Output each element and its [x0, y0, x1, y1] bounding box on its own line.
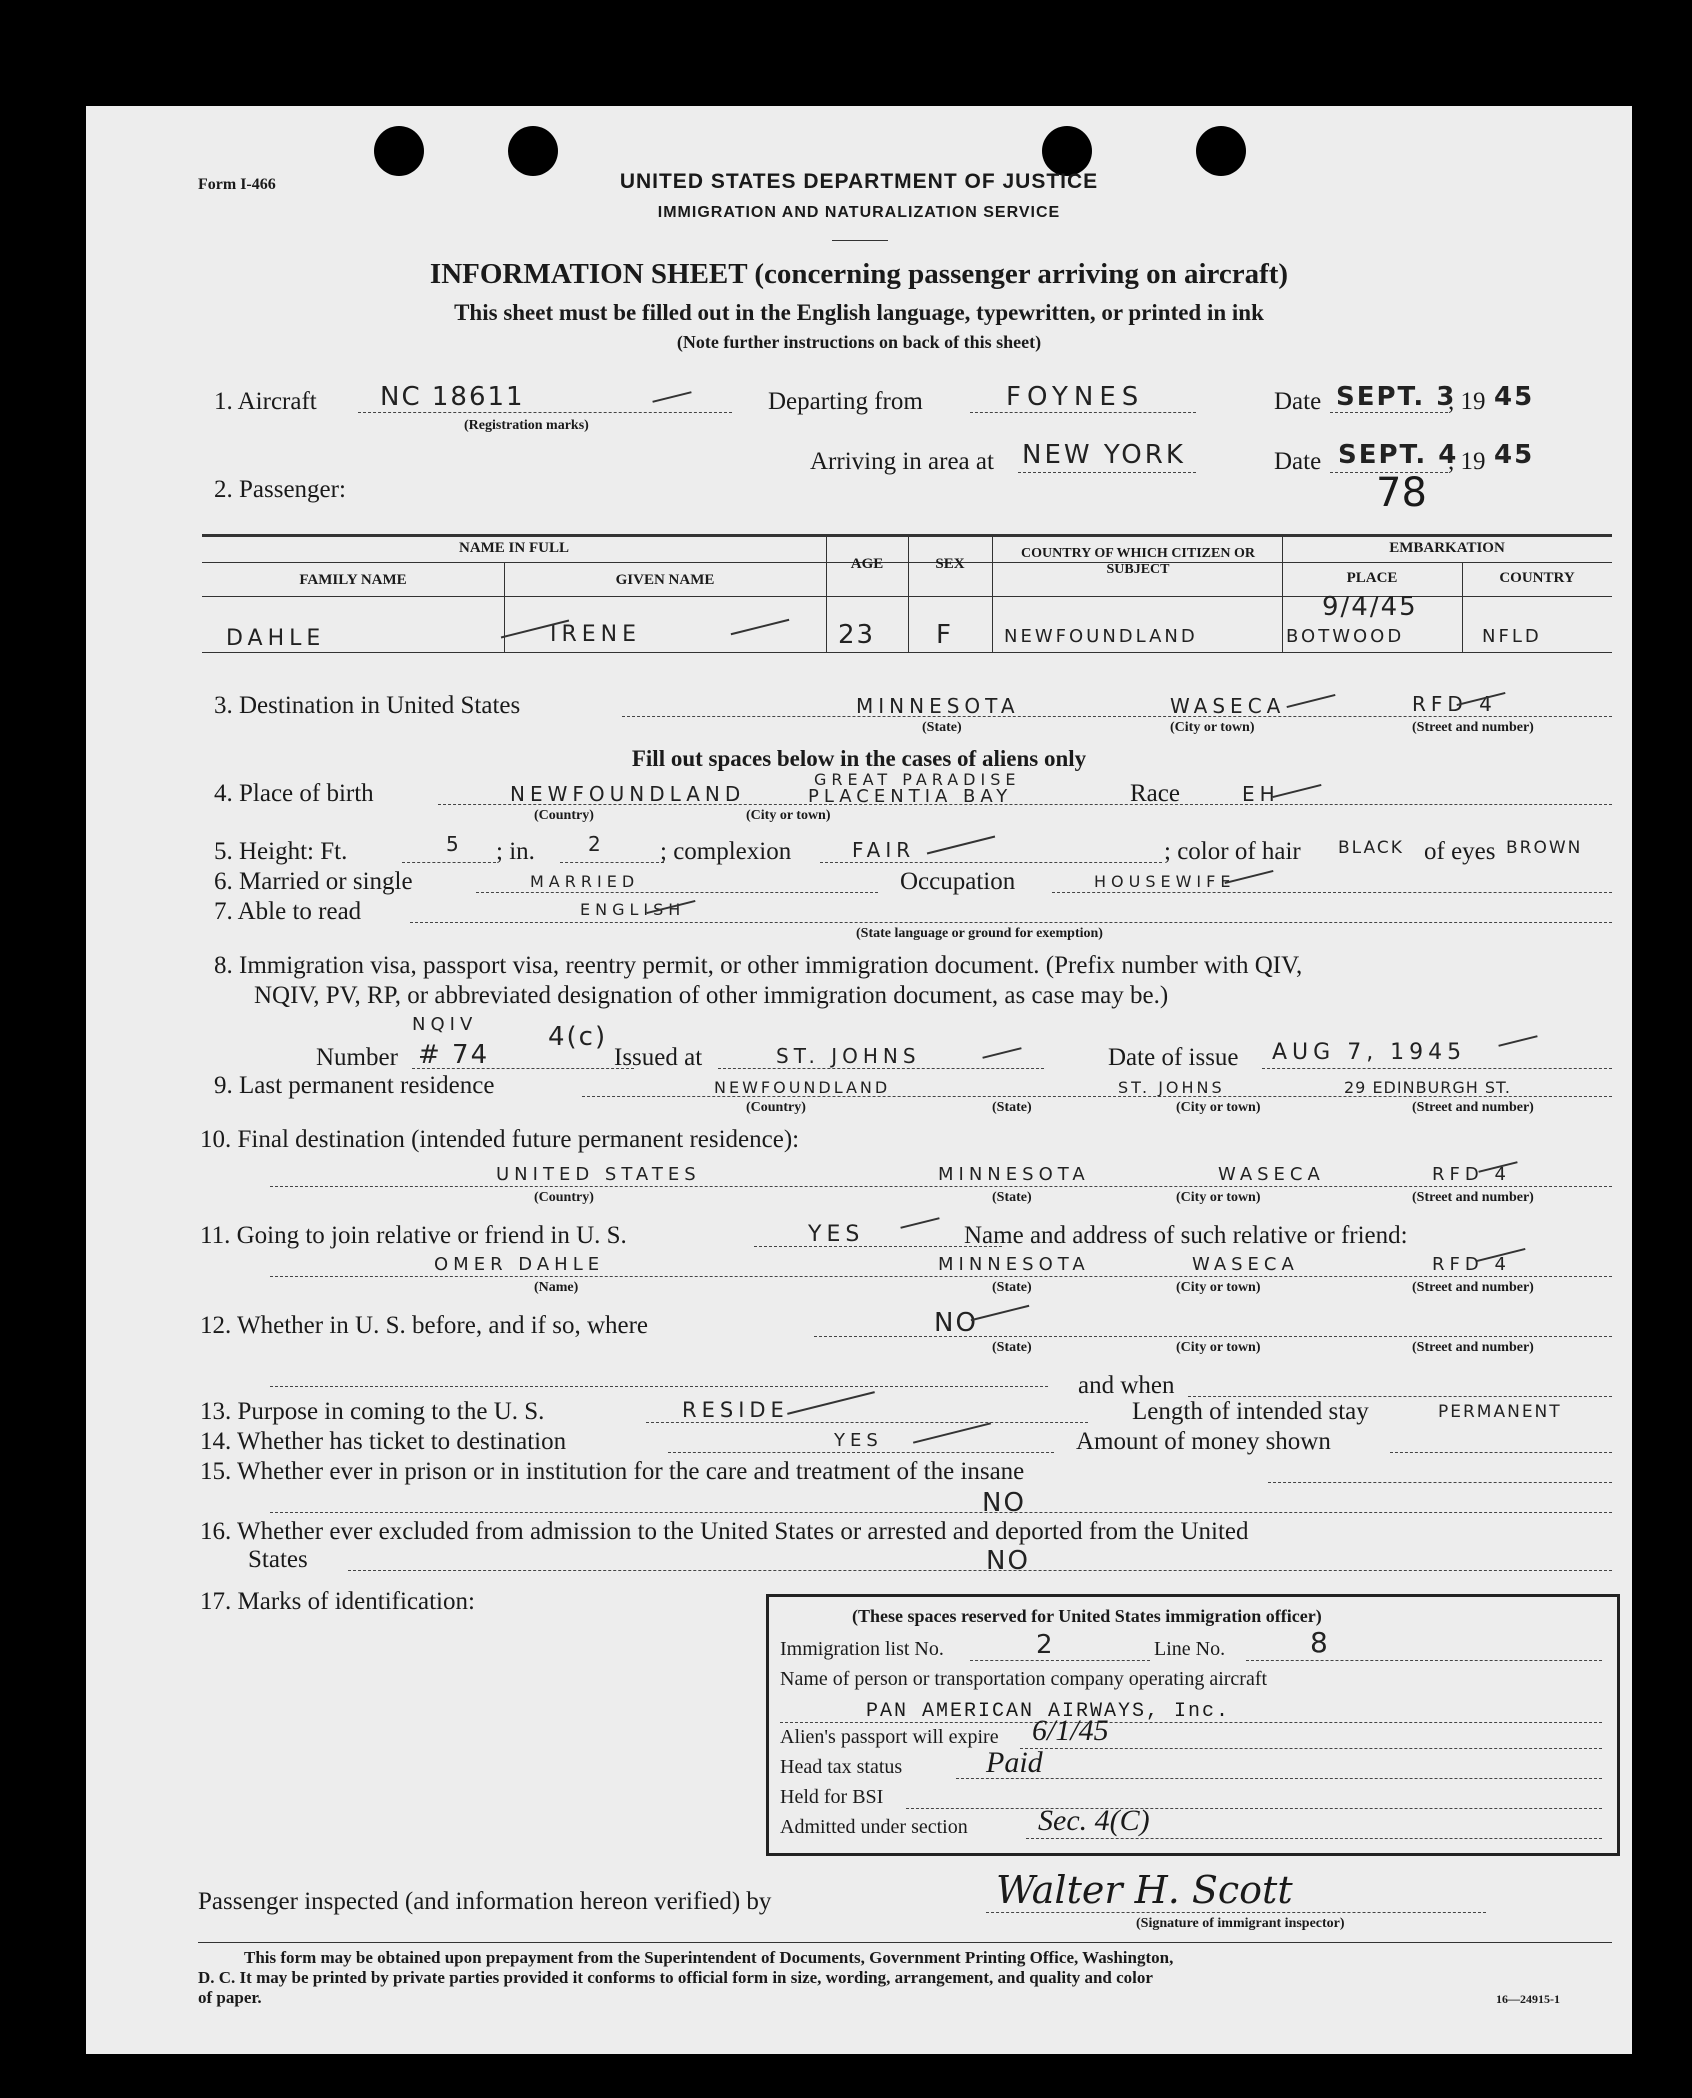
identification-label: 17. Marks of identification: [200, 1588, 475, 1615]
money-label: Amount of money shown [1076, 1428, 1331, 1455]
stay-label: Length of intended stay [1132, 1398, 1369, 1425]
caption-street: (Street and number) [1412, 1100, 1534, 1115]
caption-state: (State) [922, 720, 962, 735]
relative-city: WASECA [1192, 1254, 1299, 1275]
bsi-label: Held for BSI [780, 1786, 884, 1808]
relative-state: MINNESOTA [938, 1254, 1090, 1275]
last-residence-label: 9. Last permanent residence [214, 1072, 495, 1099]
note-text: (Note further instructions on back of this sheet) [676, 332, 1042, 352]
caption-city: (City or town) [1176, 1340, 1261, 1355]
issued-at-value: ST. JOHNS [776, 1044, 921, 1068]
departing-label: Departing from [768, 388, 923, 415]
issued-at-label: Issued at [614, 1044, 703, 1071]
list-no-label: Immigration list No. [780, 1638, 944, 1660]
excluded-label-line1: 16. Whether ever excluded from admission to the United States or arrested and deported from the United [200, 1518, 1249, 1545]
embark-date-value: 9/4/45 [1322, 592, 1418, 622]
caption-country: (Country) [746, 1100, 806, 1115]
arrive-date-label: Date [1274, 448, 1322, 475]
last-residence-city: ST. JOHNS [1118, 1078, 1225, 1097]
final-destination-label: 10. Final destination (intended future permanent residence): [200, 1126, 800, 1153]
list-no-value: 2 [1036, 1630, 1055, 1660]
page-title: INFORMATION SHEET (concerning passenger arriving on aircraft) [429, 258, 1289, 290]
caption-name: (Name) [534, 1280, 579, 1295]
footer-line2: D. C. It may be printed by private parties provided it conforms to official form in size, wording, arrangement, and quality and color [198, 1968, 1153, 1987]
embark-country-value: NFLD [1482, 626, 1542, 647]
final-country: UNITED STATES [496, 1164, 701, 1185]
destination-state: MINNESOTA [856, 694, 1020, 718]
excluded-value: NO [986, 1546, 1030, 1576]
document-label-line2: NQIV, PV, RP, or abbreviated designation of other immigration document, as case may be.) [254, 982, 1169, 1009]
service-title: IMMIGRATION AND NATURALIZATION SERVICE [657, 204, 1061, 221]
caption-street: (Street and number) [1412, 720, 1534, 735]
arrive-date-value: SEPT. 4 [1338, 440, 1459, 470]
destination-city: WASECA [1170, 694, 1286, 718]
place-header: PLACE [1346, 570, 1398, 586]
country-header: COUNTRY OF WHICH CITIZEN OR SUBJECT [1021, 546, 1255, 577]
punch-hole [508, 126, 558, 176]
prior-visit-label: 12. Whether in U. S. before, and if so, where [200, 1312, 649, 1339]
caption-street: (Street and number) [1412, 1340, 1534, 1355]
birthplace-label: 4. Place of birth [214, 780, 374, 807]
final-city: WASECA [1218, 1164, 1325, 1185]
aliens-heading: Fill out spaces below in the cases of aliens only [631, 746, 1087, 771]
read-label: 7. Able to read [214, 898, 362, 925]
caption-country: (Country) [534, 1190, 594, 1205]
line-no-label: Line No. [1154, 1638, 1226, 1660]
issue-date-label: Date of issue [1108, 1044, 1239, 1071]
birth-country: NEWFOUNDLAND [510, 782, 746, 806]
caption-country: (Country) [534, 808, 594, 823]
issue-date-value: AUG 7, 1945 [1272, 1040, 1467, 1065]
caption-state: (State) [992, 1100, 1032, 1115]
ticket-label: 14. Whether has ticket to destination [200, 1428, 567, 1455]
purpose-value: RESIDE [682, 1398, 789, 1422]
caption-state: (State) [992, 1340, 1032, 1355]
inspection-label: Passenger inspected (and information hereon verified) by [198, 1888, 772, 1915]
arrive-year-value: 45 [1494, 440, 1535, 470]
excluded-label-line2: States [248, 1546, 308, 1573]
when-label: and when [1078, 1372, 1175, 1399]
final-state: MINNESOTA [938, 1164, 1090, 1185]
caption-state: (State) [992, 1280, 1032, 1295]
departing-value: FOYNES [1006, 382, 1145, 412]
eyes-value: BROWN [1506, 838, 1583, 858]
caption-street: (Street and number) [1412, 1190, 1534, 1205]
arriving-label: Arriving in area at [810, 448, 994, 475]
passenger-label: 2. Passenger: [214, 476, 346, 503]
complexion-label: ; complexion [660, 838, 792, 865]
read-value: ENGLISH [580, 900, 686, 919]
prison-label: 15. Whether ever in prison or in institution for the care and treatment of the insane [200, 1458, 1025, 1485]
age-header: AGE [850, 556, 884, 572]
caption-signature: (Signature of immigrant inspector) [1136, 1916, 1345, 1931]
join-relative-value: YES [808, 1222, 865, 1247]
height-label: 5. Height: Ft. [214, 838, 348, 865]
occupation-value: HOUSEWIFE [1094, 872, 1236, 891]
aircraft-value: NC 18611 [380, 382, 525, 412]
join-relative-label: 11. Going to join relative or friend in U. S. [200, 1222, 627, 1249]
caption-state: (State) [992, 1190, 1032, 1205]
given-name-header: GIVEN NAME [615, 572, 715, 588]
prison-value: NO [982, 1488, 1026, 1518]
inspector-signature: Walter H. Scott [996, 1868, 1293, 1912]
document-label-line1: 8. Immigration visa, passport visa, reentry permit, or other immigration document. (Prefix number with QIV, [214, 952, 1303, 979]
relative-name-label: Name and address of such relative or friend: [964, 1222, 1408, 1249]
admitted-section-label: Admitted under section [780, 1816, 968, 1838]
arriving-value: NEW YORK [1022, 440, 1186, 470]
height-ft: 5 [446, 832, 464, 856]
complexion-value: FAIR [852, 838, 916, 862]
family-name-header: FAMILY NAME [299, 572, 407, 588]
department-title: UNITED STATES DEPARTMENT OF JUSTICE [619, 170, 1099, 193]
caption-city: (City or town) [1176, 1100, 1261, 1115]
operator-value: PAN AMERICAN AIRWAYS, Inc. [866, 1700, 1231, 1723]
passport-value: 6/1/45 [1032, 1714, 1109, 1747]
punch-hole [1196, 126, 1246, 176]
sex-header: SEX [935, 556, 965, 572]
embark-place-value: BOTWOOD [1286, 626, 1405, 647]
caption-city: (City or town) [746, 808, 831, 823]
caption-city: (City or town) [1176, 1280, 1261, 1295]
footer-code: 16—24915-1 [1496, 1992, 1560, 2006]
prior-visit-value: NO [934, 1308, 978, 1338]
doc-number-label: Number [316, 1044, 398, 1071]
officer-box-heading: (These spaces reserved for United States immigration officer) [852, 1606, 1322, 1626]
doc-section-value: 4(c) [548, 1022, 608, 1052]
age-value: 23 [838, 620, 876, 650]
depart-year-value: 45 [1494, 382, 1535, 412]
caption-street: (Street and number) [1412, 1280, 1534, 1295]
race-label: Race [1130, 780, 1180, 807]
footer-line3: of paper. [198, 1988, 262, 2007]
passport-label: Alien's passport will expire [780, 1726, 999, 1748]
punch-hole [1042, 126, 1092, 176]
occupation-label: Occupation [900, 868, 1016, 895]
stamp-number: 78 [1376, 470, 1427, 516]
destination-label: 3. Destination in United States [214, 692, 521, 719]
punch-hole [374, 126, 424, 176]
family-name-value: DAHLE [226, 626, 326, 651]
last-residence-country: NEWFOUNDLAND [714, 1078, 891, 1097]
relative-name: OMER DAHLE [434, 1254, 605, 1275]
name-in-full-header: NAME IN FULL [458, 540, 569, 556]
operator-label: Name of person or transportation company operating aircraft [780, 1668, 1268, 1690]
doc-number-prefix: NQIV [412, 1014, 478, 1035]
aircraft-caption: (Registration marks) [464, 418, 589, 433]
purpose-label: 13. Purpose in coming to the U. S. [200, 1398, 545, 1425]
caption-city: (City or town) [1176, 1190, 1261, 1205]
arrive-year-prefix: , 19 [1448, 448, 1486, 475]
form-sheet [86, 106, 1632, 2054]
caption-city: (City or town) [1170, 720, 1255, 735]
hair-value: BLACK [1338, 838, 1404, 858]
relative-street: RFD 4 [1432, 1254, 1511, 1275]
footer-line1: This form may be obtained upon prepayment from the Superintendent of Documents, Government Printing Office, Washington, [244, 1948, 1174, 1967]
height-in: 2 [588, 832, 606, 856]
marital-value: MARRIED [530, 872, 640, 891]
instruction-text: This sheet must be filled out in the English language, typewritten, or printed in ink [454, 300, 1264, 325]
eyes-label: of eyes [1424, 838, 1496, 865]
form-number: Form I-466 [198, 176, 276, 193]
given-name-value: IRENE [550, 622, 642, 647]
hair-label: ; color of hair [1164, 838, 1301, 865]
stay-value: PERMANENT [1438, 1402, 1562, 1422]
head-tax-label: Head tax status [780, 1756, 903, 1778]
head-tax-value: Paid [986, 1746, 1043, 1779]
depart-date-value: SEPT. 3 [1336, 382, 1457, 412]
caption-exemption: (State language or ground for exemption) [856, 926, 1103, 941]
depart-date-label: Date [1274, 388, 1322, 415]
destination-street: RFD 4 [1412, 692, 1497, 716]
aircraft-label: 1. Aircraft [214, 388, 317, 415]
marital-label: 6. Married or single [214, 868, 413, 895]
birth-city-line2: PLACENTIA BAY [808, 786, 1013, 807]
line-no-value: 8 [1310, 1626, 1330, 1659]
doc-number-value: # 74 [418, 1040, 490, 1070]
final-street: RFD 4 [1432, 1164, 1511, 1185]
depart-year-prefix: , 19 [1448, 388, 1486, 415]
country-col-header: COUNTRY [1499, 570, 1575, 586]
embarkation-header: EMBARKATION [1389, 540, 1505, 556]
height-in-label: ; in. [496, 838, 535, 865]
last-residence-street: 29 EDINBURGH ST. [1344, 1078, 1511, 1097]
race-value: EH [1242, 782, 1280, 806]
citizen-value: NEWFOUNDLAND [1004, 626, 1198, 647]
admitted-section-value: Sec. 4(C) [1038, 1804, 1150, 1837]
ticket-value: YES [834, 1430, 883, 1451]
sex-value: F [936, 620, 953, 650]
birth-city-line1: GREAT PARADISE [814, 770, 1021, 789]
